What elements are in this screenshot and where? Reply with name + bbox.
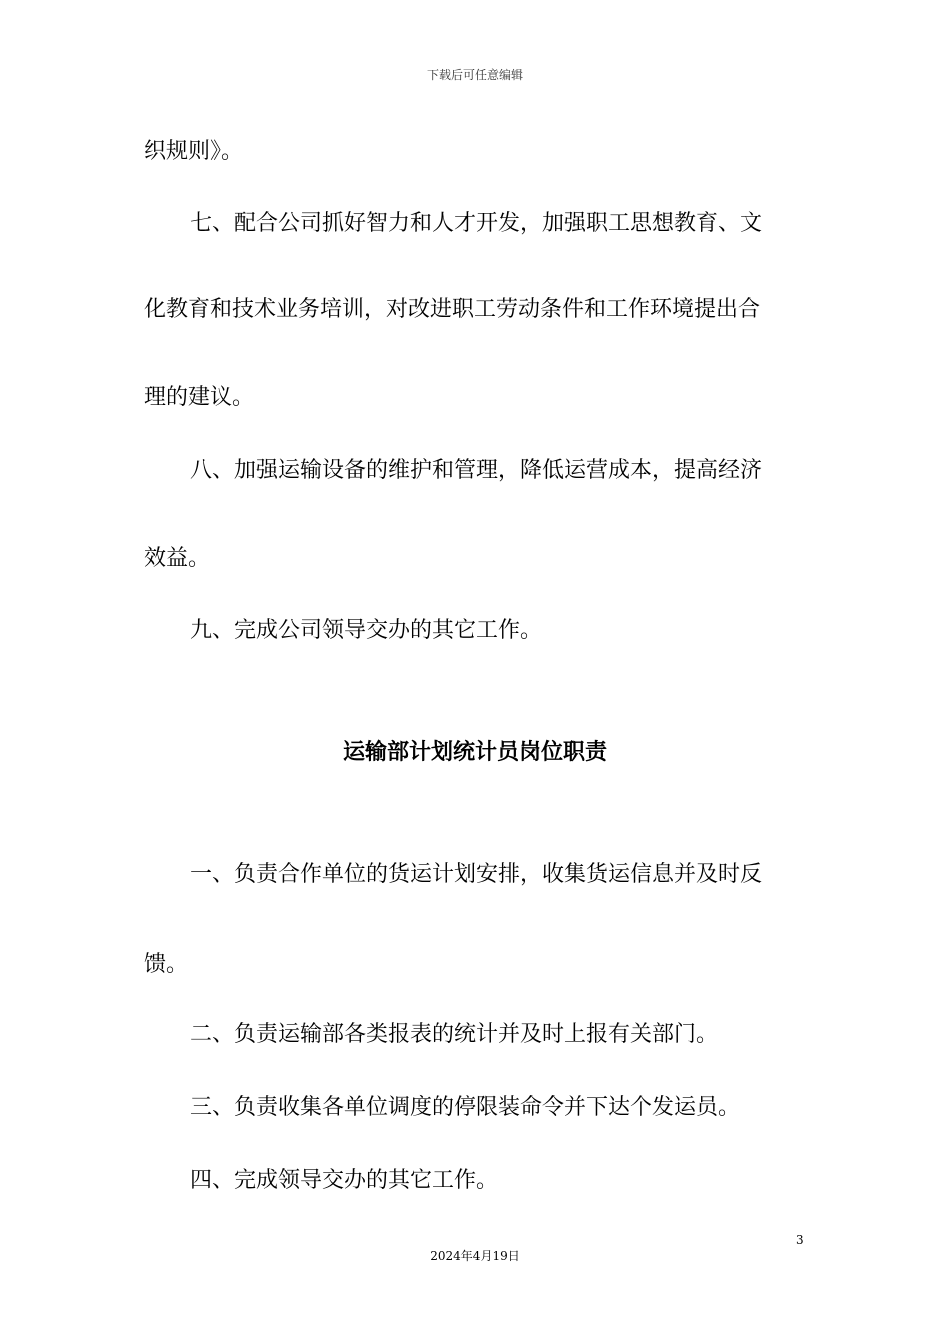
paragraph-line: 七、配合公司抓好智力和人才开发，加强职工思想教育、文: [190, 211, 763, 236]
paragraph-line: 馈。: [144, 952, 189, 977]
footer-date: 2024年4月19日: [430, 1249, 520, 1263]
paragraph-line: 织规则》。: [144, 139, 244, 164]
paragraph-line: 九、完成公司领导交办的其它工作。: [190, 618, 543, 643]
paragraph-line: 一、负责合作单位的货运计划安排，收集货运信息并及时反: [190, 862, 763, 887]
paragraph-line: 化教育和技术业务培训，对改进职工劳动条件和工作环境提出合: [144, 297, 761, 322]
page-number: 3: [796, 1233, 804, 1247]
paragraph-line: 八、加强运输设备的维护和管理，降低运营成本，提高经济: [190, 458, 763, 483]
paragraph-line: 三、负责收集各单位调度的停限装命令并下达个发运员。: [190, 1095, 741, 1120]
paragraph-line: 二、负责运输部各类报表的统计并及时上报有关部门。: [190, 1022, 719, 1047]
page-header-note: 下载后可任意编辑: [426, 68, 523, 82]
paragraph-line: 四、完成领导交办的其它工作。: [190, 1168, 499, 1193]
paragraph-line: 理的建议。: [144, 385, 255, 410]
section-title: 运输部计划统计员岗位职责: [342, 740, 607, 765]
paragraph-line: 效益。: [144, 546, 211, 571]
